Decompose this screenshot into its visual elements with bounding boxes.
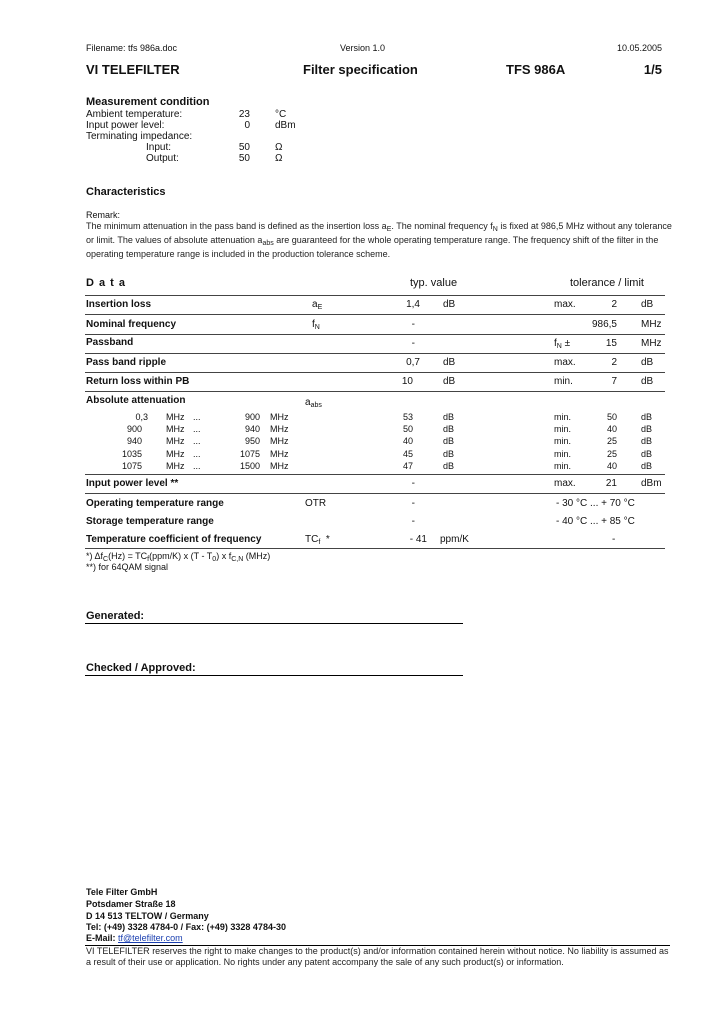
abs-att-qualifier: min.: [554, 449, 572, 459]
operating-temp-range: - 30 °C ... + 70 °C: [556, 498, 635, 509]
remark-label: Remark:: [86, 210, 121, 220]
email-link[interactable]: tf@telefilter.com: [118, 933, 183, 943]
input-power-unit: dBm: [275, 120, 296, 131]
abs-att-typ-unit: dB: [443, 461, 455, 471]
table-divider: [85, 334, 665, 335]
nominal-frequency-symbol: $f_N$: [312, 319, 320, 331]
input-power-value: 0: [244, 120, 250, 131]
impedance-input-value: 50: [238, 142, 250, 153]
col-header-typ: typ. value: [410, 277, 458, 289]
footer-email-line: E-Mail: tf@telefilter.com: [86, 933, 183, 943]
range-to: 1500: [239, 461, 260, 471]
abs-attenuation-label: Absolute attenuation: [86, 395, 186, 406]
abs-att-typ: 53: [402, 412, 413, 422]
range-to: 900: [244, 412, 260, 422]
abs-attenuation-symbol: $a_{abs}$: [305, 397, 322, 409]
passband-limit: 15: [605, 338, 617, 349]
insertion-loss-qualifier: max.: [554, 299, 576, 310]
table-divider: [85, 548, 665, 549]
table-divider: [85, 372, 665, 373]
operating-temp-symbol: OTR: [305, 498, 327, 509]
temp-coeff-typ-unit: ppm/K: [440, 534, 469, 545]
range-to: 1075: [239, 449, 260, 459]
range-from: 0,3: [135, 412, 148, 422]
range-from-unit: MHz: [166, 449, 185, 459]
terminating-impedance-label: Terminating impedance:: [86, 131, 193, 142]
abs-att-limit-unit: dB: [641, 449, 653, 459]
measurement-title: Measurement condition: [86, 96, 210, 108]
abs-att-limit: 40: [606, 461, 617, 471]
col-header-data: D a t a: [86, 277, 127, 289]
range-dots: ...: [193, 436, 201, 446]
range-to-unit: MHz: [270, 461, 289, 471]
storage-temp-typ: -: [411, 516, 415, 527]
abs-att-qualifier: min.: [554, 436, 572, 446]
range-to-unit: MHz: [270, 436, 289, 446]
nominal-frequency-limit-unit: MHz: [641, 319, 662, 330]
header-date: 10.05.2005: [616, 43, 662, 53]
insertion-loss-symbol: $a_E$: [312, 299, 323, 311]
storage-temp-label: Storage temperature range: [86, 516, 214, 527]
table-divider: [85, 391, 665, 392]
company-logo-text: VI TELEFILTER: [86, 62, 180, 77]
ripple-qualifier: max.: [554, 357, 576, 368]
abs-att-typ: 50: [402, 424, 413, 434]
passband-qualifier: $f_N$ ±: [554, 338, 571, 350]
footer-street: Potsdamer Straße 18: [86, 899, 176, 909]
range-to-unit: MHz: [270, 424, 289, 434]
operating-temp-label: Operating temperature range: [86, 498, 224, 509]
passband-limit-unit: MHz: [641, 338, 662, 349]
abs-att-typ-unit: dB: [443, 424, 455, 434]
impedance-output-unit: Ω: [275, 153, 283, 164]
ripple-label: Pass band ripple: [86, 357, 167, 368]
return-loss-limit-unit: dB: [641, 376, 654, 387]
abs-att-limit-unit: dB: [641, 436, 653, 446]
col-header-tolerance: tolerance / limit: [570, 277, 644, 289]
range-from-unit: MHz: [166, 412, 185, 422]
footnote-tc: *) $\Delta f_C(Hz) = TC_f(ppm/K)$ x $(T - T_0)$ x $f_{C,N}$ (MHz): [86, 551, 271, 563]
range-dots: ...: [193, 461, 201, 471]
input-power-level-qualifier: max.: [554, 478, 576, 489]
footer-phone: Tel: (+49) 3328 4784-0 / Fax: (+49) 3328 4784-30: [86, 922, 286, 932]
abs-att-limit: 50: [606, 412, 617, 422]
nominal-frequency-limit: 986,5: [591, 319, 617, 330]
impedance-input-unit: Ω: [275, 142, 283, 153]
abs-att-limit: 40: [606, 424, 617, 434]
temp-coeff-typ: - 41: [409, 534, 427, 545]
table-divider: [85, 295, 665, 296]
abs-att-limit: 25: [606, 449, 617, 459]
abs-att-limit-unit: dB: [641, 412, 653, 422]
range-from-unit: MHz: [166, 436, 185, 446]
abs-att-qualifier: min.: [554, 424, 572, 434]
table-divider: [85, 353, 665, 354]
insertion-loss-label: Insertion loss: [86, 299, 152, 310]
footer-disclaimer: VI TELEFILTER reserves the right to make changes to the product(s) and/or information contained herein without notice. No liability is assumed as a result of their use or application. No rights under any patent accompany the sale of any such product(s) or information.: [86, 946, 669, 967]
page-number: 1/5: [643, 62, 662, 77]
temp-coeff-label: Temperature coefficient of frequency: [86, 534, 262, 545]
ambient-temp-value: 23: [238, 109, 250, 120]
part-number: TFS 986A: [506, 62, 566, 77]
range-from-unit: MHz: [166, 461, 185, 471]
impedance-output-label: Output:: [146, 153, 179, 164]
table-divider: [85, 314, 665, 315]
range-from: 1075: [121, 461, 142, 471]
storage-temp-range: - 40 °C ... + 85 °C: [556, 516, 635, 527]
abs-att-limit-unit: dB: [641, 461, 653, 471]
return-loss-typ: 10: [401, 376, 413, 387]
impedance-output-value: 50: [238, 153, 250, 164]
abs-att-qualifier: min.: [554, 412, 572, 422]
input-power-label: Input power level:: [86, 120, 165, 131]
remark-text: The minimum attenuation in the pass band is defined as the insertion loss $a_E$. The nominal frequency $f_N$ is fixed at 986,5 MHz without any tolerance or limit. The values of absolute attenuation $a_{abs}$ are guaranteed for the whole operating temperature range. The frequency shift of the filter in the operating temperature range is included in the production tolerance scheme.: [86, 221, 672, 259]
temp-coeff-symbol: $TC_f$ *: [305, 534, 330, 546]
doc-title: Filter specification: [303, 62, 418, 77]
version: Version 1.0: [340, 43, 386, 53]
insertion-loss-typ-unit: dB: [443, 299, 456, 310]
return-loss-qualifier: min.: [554, 376, 573, 387]
range-to-unit: MHz: [270, 449, 289, 459]
input-power-level-limit: 21: [605, 478, 617, 489]
range-from: 940: [126, 436, 142, 446]
footer-company: Tele Filter GmbH: [86, 887, 158, 897]
range-to-unit: MHz: [270, 412, 289, 422]
input-power-level-typ: -: [411, 478, 415, 489]
range-to: 940: [244, 424, 260, 434]
insertion-loss-limit: 2: [611, 299, 617, 310]
nominal-frequency-typ: -: [411, 319, 415, 330]
range-from: 900: [126, 424, 142, 434]
temp-coeff-limit: -: [612, 534, 616, 545]
return-loss-label: Return loss within PB: [86, 376, 190, 387]
abs-att-limit: 25: [606, 436, 617, 446]
ripple-limit: 2: [611, 357, 617, 368]
return-loss-typ-unit: dB: [443, 376, 456, 387]
range-from-unit: MHz: [166, 424, 185, 434]
ambient-temp-unit: °C: [275, 109, 287, 120]
approved-label: Checked / Approved:: [86, 662, 196, 674]
abs-att-typ: 47: [402, 461, 413, 471]
range-dots: ...: [193, 412, 201, 422]
input-power-level-limit-unit: dBm: [641, 478, 662, 489]
range-dots: ...: [193, 424, 201, 434]
insertion-loss-typ: 1,4: [406, 299, 420, 310]
abs-att-qualifier: min.: [554, 461, 572, 471]
return-loss-limit: 7: [611, 376, 617, 387]
characteristics-title: Characteristics: [86, 186, 166, 198]
ripple-typ: 0,7: [406, 357, 420, 368]
ripple-typ-unit: dB: [443, 357, 456, 368]
filename: Filename: tfs 986a.doc: [86, 43, 178, 53]
generated-signature-line: [85, 623, 463, 624]
table-divider: [85, 474, 665, 475]
abs-att-typ: 40: [402, 436, 413, 446]
range-from: 1035: [121, 449, 142, 459]
ambient-temp-label: Ambient temperature:: [86, 109, 183, 120]
generated-label: Generated:: [86, 610, 145, 622]
ripple-limit-unit: dB: [641, 357, 654, 368]
approved-signature-line: [85, 675, 463, 676]
range-to: 950: [244, 436, 260, 446]
impedance-input-label: Input:: [146, 142, 172, 153]
footnote-64qam: **) for 64QAM signal: [86, 562, 169, 572]
abs-att-limit-unit: dB: [641, 424, 653, 434]
passband-label: Passband: [86, 337, 134, 348]
abs-att-typ-unit: dB: [443, 412, 455, 422]
nominal-frequency-label: Nominal frequency: [86, 319, 177, 330]
input-power-level-label: Input power level **: [86, 478, 179, 489]
operating-temp-typ: -: [411, 498, 415, 509]
footer-city: D 14 513 TELTOW / Germany: [86, 911, 209, 921]
abs-att-typ-unit: dB: [443, 449, 455, 459]
range-dots: ...: [193, 449, 201, 459]
abs-att-typ-unit: dB: [443, 436, 455, 446]
abs-att-typ: 45: [402, 449, 413, 459]
insertion-loss-limit-unit: dB: [641, 299, 654, 310]
table-divider: [85, 493, 665, 494]
passband-typ: -: [411, 338, 415, 349]
